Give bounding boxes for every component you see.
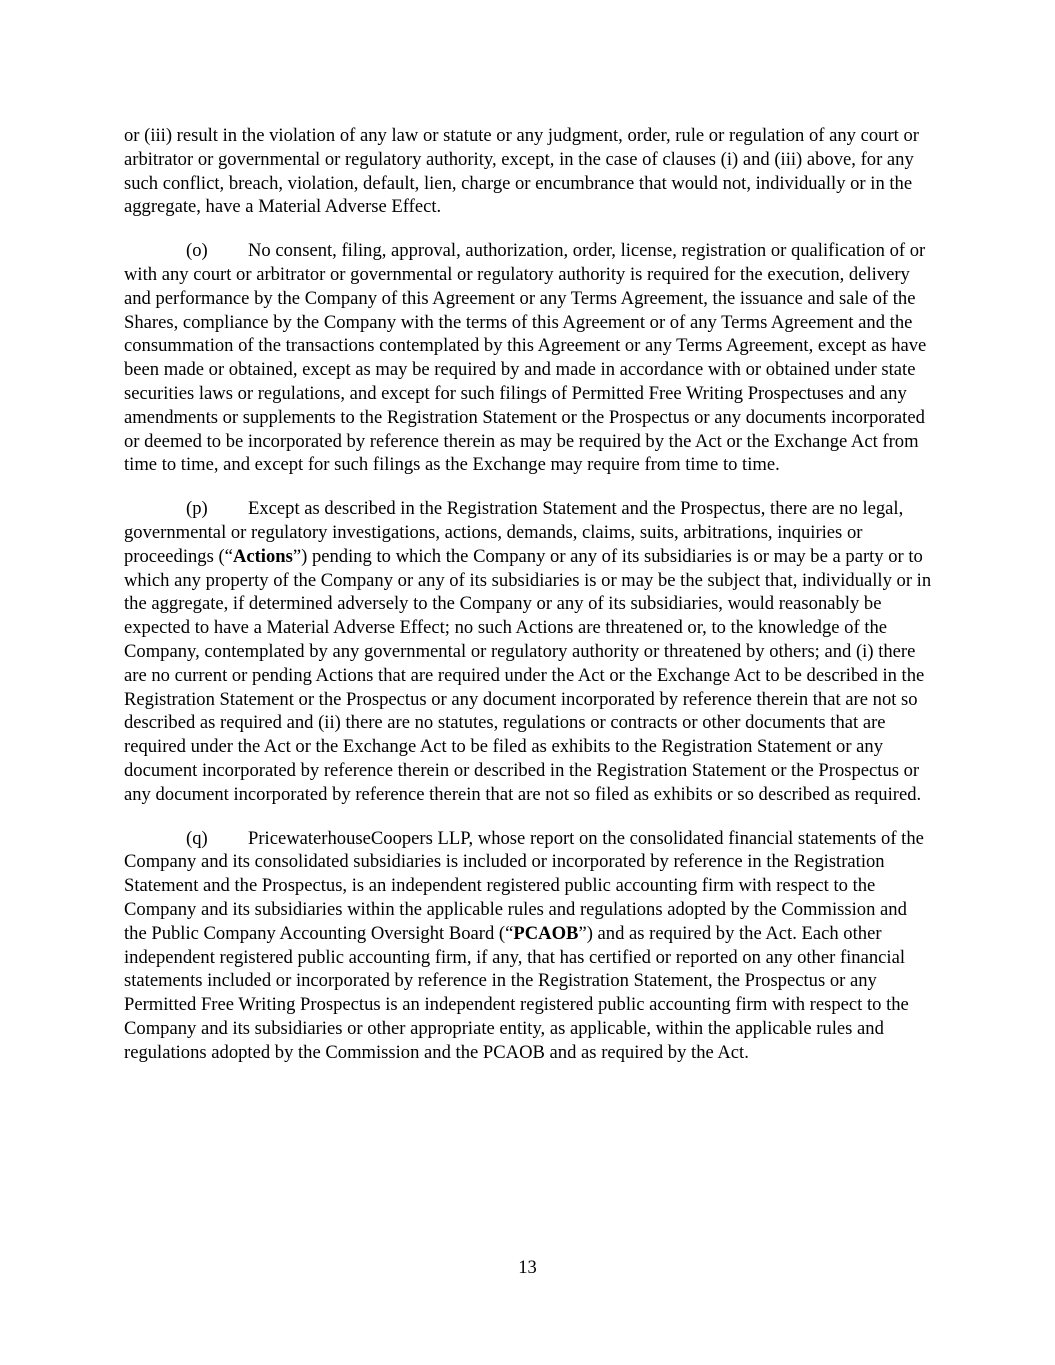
paragraph-o (124, 239, 932, 477)
paragraph-p-text-after: ”) pending to which the Company or any of its subsidiaries is or may be a party or to which any property of the Company or any of its subsidiaries is or may be the subject that, individually or in the aggregate, if determined adversely to the Company or any of its subsidiaries, would reasonably be expected to have a Material Adverse Effect; no such Actions are threatened or, to the knowledge of the Company, contemplated by any governmental or regulatory authority or threatened by others; and (i) there are no current or pending Actions that are required under the Act or the Exchange Act to be described in the Registration Statement or the Prospectus or any document incorporated by reference therein that are not so described as required and (ii) there are no statutes, regulations or contracts or other documents that are required under the Act or the Exchange Act to be filed as exhibits to the Registration Statement or any document incorporated by reference therein or described in the Registration Statement or the Prospectus or any document incorporated by reference therein that are not so filed as exhibits or so described as required. (124, 545, 932, 805)
paragraph-p (124, 497, 932, 806)
paragraph-q-text-after: ”) and as required by the Act. Each other independent registered public accounting firm, if any, that has certified or reported on any other financial statements included or incorporated by reference in the Registration Statement, the Prospectus or any Permitted Free Writing Prospectus is an independent registered public accounting firm with respect to the Company and its subsidiaries or other appropriate entity, as applicable, within the applicable rules and regulations adopted by the Commission and the PCAOB and as required by the Act. (124, 922, 909, 1063)
defined-term-pcaob: PCAOB (513, 922, 579, 944)
paragraph-continuation-text: or (iii) result in the violation of any law or statute or any judgment, order, rule or regulation of any court or arbitrator or governmental or regulatory authority, except, in the case of clauses (i) and (iii) above, for any such conflict, breach, violation, default, lien, charge or encumbrance that would not, individually or in the aggregate, have a Material Adverse Effect. (124, 125, 919, 218)
paragraph-o-text: No consent, filing, approval, authorization, order, license, registration or qualification of or with any court or arbitrator or governmental or regulatory authority is required for the execution, delivery and performance by the Company of this Agreement or any Terms Agreement, the issuance and sale of the Shares, compliance by the Company with the terms of this Agreement or of any Terms Agreement and the consummation of the transactions contemplated by this Agreement or any Terms Agreement, except as have been made or obtained, except as may be required by and made in accordance with or obtained under state securities laws or regulations, and except for such filings of Permitted Free Writing Prospectuses and any amendments or supplements to the Registration Statement or the Prospectus or any documents incorporated or deemed to be incorporated by reference therein as may be required by the Act or the Exchange Act from time to time, and except for such filings as the Exchange may require from time to time. (124, 240, 927, 476)
paragraph-q-text-before: PricewaterhouseCoopers LLP, whose report on the consolidated financial statements of the Company and its consolidated subsidiaries is included or incorporated by reference in the Registration Statement and the Prospectus, is an independent registered public accounting firm with respect to the Company and its subsidiaries within the applicable rules and regulations adopted by the Commission and the Public Company Accounting Oversight Board (“ (124, 827, 924, 944)
paragraph-q-label: (q) (186, 827, 208, 849)
defined-term-actions: Actions (232, 545, 293, 567)
paragraph-p-text-before: Except as described in the Registration Statement and the Prospectus, there are no legal, governmental or regulatory investigations, actions, demands, claims, suits, arbitrations, inquiries or proceedings (“ (124, 498, 904, 567)
paragraph-o-label: (o) (186, 240, 208, 262)
paragraph-p-label: (p) (186, 498, 208, 520)
paragraph-q (124, 827, 932, 1065)
page-number: 13 (518, 1257, 537, 1278)
document-page (124, 124, 932, 1084)
paragraph-continuation (124, 124, 932, 219)
